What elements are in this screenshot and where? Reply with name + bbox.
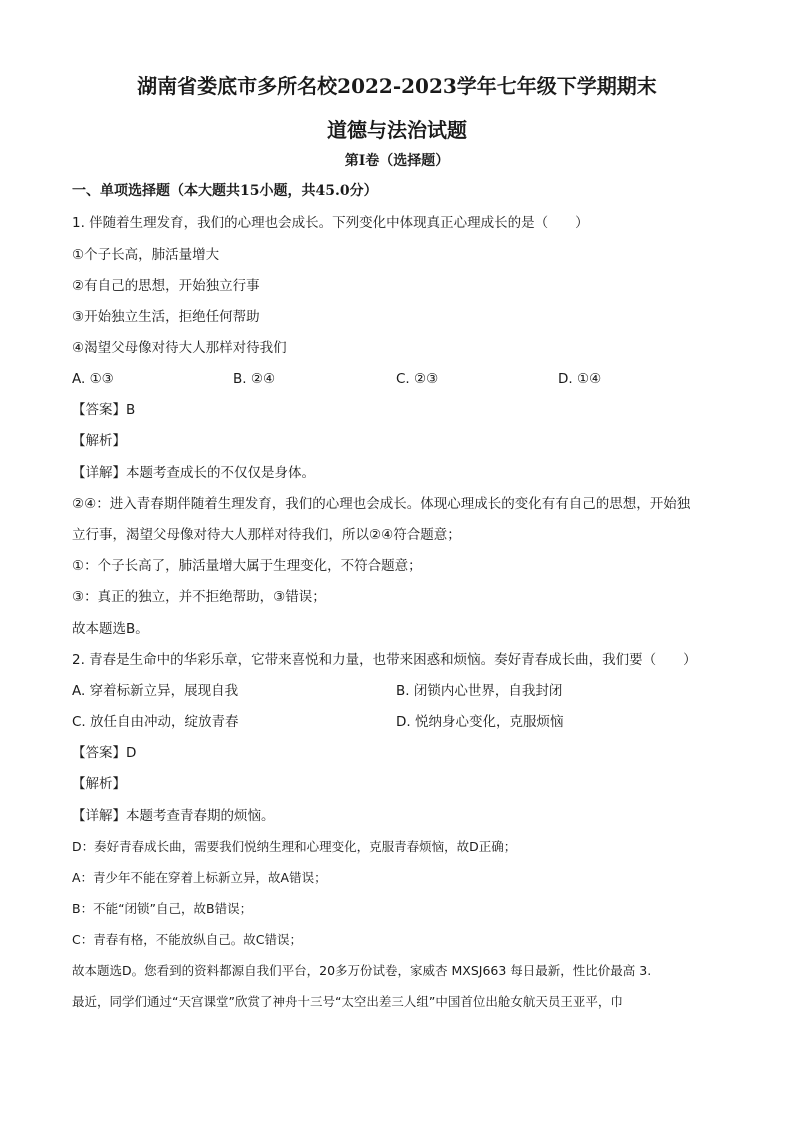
q1-option-a: A. ①③ — [72, 371, 114, 387]
q2-explain-line: A：青少年不能在穿着上标新立异，故A错误； — [72, 870, 327, 885]
page-title-line2: 道德与法治试题 — [327, 118, 467, 142]
q2-explain-line: 故本题选D。您看到的资料都源自我们平台，20多万份试卷，家威杏 MXSJ663 每日最新，性比价最高 3. — [72, 963, 652, 978]
q1-explain-line: 故本题选B。 — [72, 621, 149, 637]
q1-option-c: C. ②③ — [396, 371, 439, 387]
q2-option-c: C. 放任自由冲动，绽放青春 — [72, 714, 239, 730]
q1-item: ③开始独立生活，拒绝任何帮助 — [72, 309, 260, 325]
q2-answer: 【答案】D — [72, 745, 137, 761]
q2-option-a: A. 穿着标新立异，展现自我 — [72, 683, 239, 699]
q1-answer: 【答案】B — [72, 402, 136, 418]
q2-analysis-label: 【解析】 — [72, 776, 126, 792]
q1-item: ②有自己的思想，开始独立行事 — [72, 278, 260, 294]
page-title-line1: 湖南省娄底市多所名校2022-2023学年七年级下学期期末 — [137, 74, 657, 98]
section-heading: 一、单项选择题（本大题共15小题，共45.0分） — [72, 183, 378, 199]
q1-option-b: B. ②④ — [233, 371, 276, 387]
q2-explain-line: D：奏好青春成长曲，需要我们悦纳生理和心理变化，克服青春烦恼，故D正确； — [72, 839, 517, 854]
q2-explain-line: B：不能“闭锁”自己，故B错误； — [72, 901, 253, 916]
q1-analysis-label: 【解析】 — [72, 433, 126, 449]
q1-explain-line: ③：真正的独立，并不拒绝帮助，③错误； — [72, 589, 326, 605]
q2-option-d: D. 悦纳身心变化，克服烦恼 — [396, 714, 564, 730]
q2-explain-line: 最近，同学们通过“天宫课堂”欣赏了神舟十三号“太空出差三人组”中国首位出舱女航天员王亚平，巾 — [72, 994, 623, 1009]
q2-explain-line: C：青春有格，不能放纵自己。故C错误； — [72, 932, 302, 947]
q1-explain-line: 立行事，渴望父母像对待大人那样对待我们，所以②④符合题意； — [72, 527, 461, 543]
q2-stem: 2. 青春是生命中的华彩乐章，它带来喜悦和力量，也带来困惑和烦恼。奏好青春成长曲，我们要（ ） — [72, 652, 697, 668]
q2-option-b: B. 闭锁内心世界，自我封闭 — [396, 683, 563, 699]
q1-explain-line: ②④：进入青春期伴随着生理发育，我们的心理也会成长。体现心理成长的变化有有自己的思想，开始独 — [72, 496, 691, 512]
q1-detail: 【详解】本题考查成长的不仅仅是身体。 — [72, 465, 315, 481]
q1-item: ①个子长高，肺活量增大 — [72, 247, 220, 263]
q1-stem: 1. 伴随着生理发育，我们的心理也会成长。下列变化中体现真正心理成长的是（ ） — [72, 215, 589, 231]
q1-item: ④渴望父母像对待大人那样对待我们 — [72, 340, 287, 356]
volume-heading: 第Ⅰ卷（选择题） — [344, 153, 450, 169]
q2-detail: 【详解】本题考查青春期的烦恼。 — [72, 808, 275, 824]
q1-explain-line: ①：个子长高了，肺活量增大属于生理变化，不符合题意； — [72, 558, 422, 574]
q1-option-d: D. ①④ — [558, 371, 602, 387]
